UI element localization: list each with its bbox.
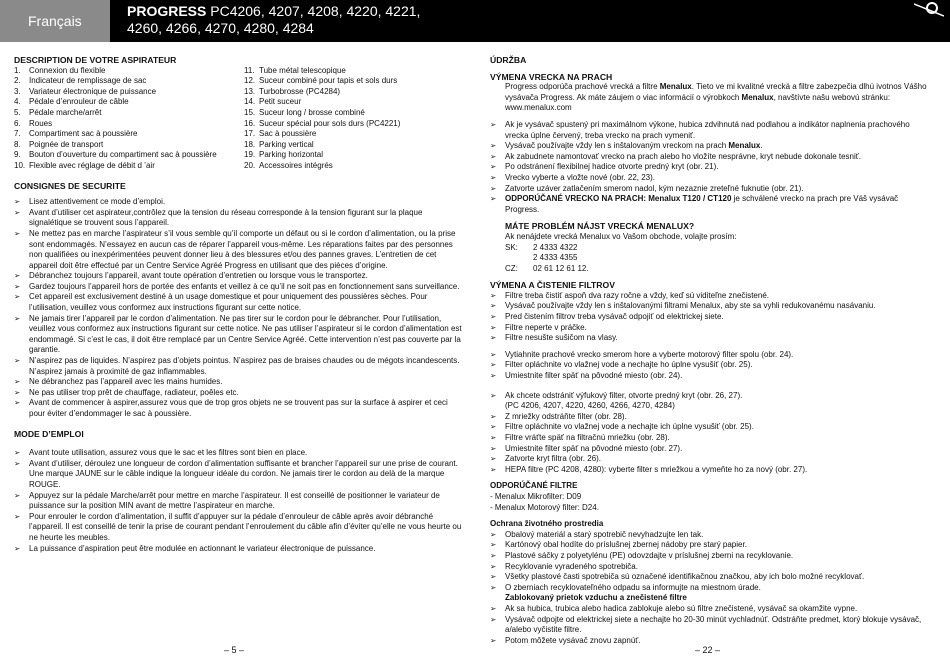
maintenance-title: ÚDRŽBA [490,55,527,65]
list-item: ➢ Filtre treba čistiť aspoň dva razy ročne a vždy, keď sú viditeľne znečistené. [490,291,930,302]
bag-step-text: Vysávač používajte vždy len s inštalovaným vreckom na prach [505,141,729,151]
parts-item-label: Tube métal telescopique [259,65,346,75]
parts-item-number: 18. [244,139,256,149]
parts-item [244,150,464,161]
description-title: DESCRIPTION DE VOTRE ASPIRATEUR [14,55,177,65]
parts-item [14,66,244,77]
parts-item-label: Suceur spécial pour sols durs (PC4221) [259,118,401,128]
list-item: ➢ Gardez toujours l’appareil hors de portée des enfants et veillez à ce qu’il ne soit pas en fonctionnement sans surveillance. [14,282,464,293]
list-item: ➢ Avant d’utiliser cet aspirateur,contrôlez que la tension du réseau corresponde à la tension figurant sur la plaque signalétique se trouvent sous l’appareil. [14,208,464,229]
phone-table [490,243,930,275]
parts-item [244,87,464,98]
parts-item [14,97,244,108]
bag-intro [490,82,930,114]
bag-intro-text-b: . Tieto ve mi kvalitné vrecká a filtre zabezpečia dlhú ivotnos Vášho vysávača Progress. Ak máte záujem o viac informácií o výrobkoch [505,82,927,102]
list-item: ➢ Débranchez toujours l’appareil, avant toute opération d’entretien ou lorsque vous le transportez. [14,271,464,282]
parts-item-label: Suceur long / brosse combiné [259,107,365,117]
parts-item-label: Turbobrosse (PC4284) [259,86,341,96]
list-item: ➢ Recyklovanie vyradeného spotrebiča. [490,562,930,573]
parts-item-label: Suceur combiné pour tapis et sols durs [259,76,398,86]
bag-step-text-end: . [760,141,763,151]
list-item: ➢ Filtre neperte v práčke. [490,323,930,334]
parts-item-number: 12. [244,76,256,86]
models-line-2: 4260, 4266, 4270, 4280, 4284 [127,20,314,36]
parts-item-label: Flexible avec réglage de débit d ’air [29,160,155,170]
parts-item [244,97,464,108]
parts-item-number: 15. [244,107,256,117]
brand-menalux: Menalux [741,92,774,102]
list-item: ➢ Pour enrouler le cordon d’alimentation, il suffit d’appuyer sur la pédale d’enrouleur de câble après avoir débranché l’appareil. Il est conseillé de tenir la prise de courant pendant l’enroulement du câble afin d’éviter qu’elle ne vous heurte ou ne heurte les meubles. [14,512,464,544]
parts-item [14,108,244,119]
list-item: ➢ Ak je vysávač spustený pri maximálnom výkone, hubica zdvihnutá nad podlahou a indikátor naplnenia prachového vrecka úplne červený, treba vrecko na prach vymeniť. [490,120,930,141]
safety-title: CONSIGNES DE SECURITE [14,180,126,191]
parts-item-label: Parking horizontal [259,150,324,160]
bag-steps [490,120,930,152]
recommended-filters [490,492,930,513]
list-item: ➢ Umiestnite filter späť na pôvodné miesto (obr. 27). [490,444,930,455]
parts-item-number: 1. [14,65,21,75]
page-number-right: – 22 – [695,645,721,655]
phone-number: 02 61 12 61 12. [533,263,589,273]
exhaust-filter-text: Ak chcete odstrániť výfukový filter, otvorte predný kryt (obr. 26, 27). [505,390,743,400]
list-item: ➢ Cet appareil est exclusivement destiné à un usage domestique et pour uniquement des poussières sèches. Pour l’utilisation, veuillez vous conformez aux instructions figurant sur cette notice. [14,292,464,313]
parts-item-label: Pédale marche/arrêt [29,107,102,117]
list-item: ➢ Obalový materiál a starý spotrebič nevyhadzujte len tak. [490,530,930,541]
parts-item [244,140,464,151]
parts-item-label: Variateur électronique de puissance [29,86,157,96]
parts-item [14,119,244,130]
airflow-list [490,604,930,646]
list-item: ➢ Vysávač odpojte od elektrickej siete a nechajte ho 20-30 minút vychladnúť. Odstráňte predmet, ktorý blokuje vysávač, a/alebo vyčistite filtre. [490,615,930,636]
mode-list [14,448,464,554]
bag-intro-text-c: , navštívte našu webovú stránku: www.menalux.com [505,92,891,113]
parts-item-number: 20. [244,160,256,170]
bag-intro-text-a: Progress odporúča prachové vrecká a filtre [505,82,660,92]
bag-recommendation [490,194,930,215]
right-page [490,55,930,646]
brand-menalux: Menalux [728,141,761,151]
parts-item-number: 6. [14,118,21,128]
parts-item-number: 10. [14,160,26,170]
list-item: ➢ HEPA filtre (PC 4208, 4280): vyberte filter s mriežkou a vymeňte ho za nový (obr. 27). [490,465,930,476]
page-header [0,0,950,48]
parts-item-number: 16. [244,118,256,128]
parts-item-number: 2. [14,76,21,86]
parts-item-label: Indicateur de remplissage de sac [29,76,147,86]
list-item: ➢ Avant d’utiliser, déroulez une longueur de cordon d’alimentation suffisante et brancher l’appareil sur une prise de courant. Une marque JAUNE sur le câble indique la longueur idéale du cordon. Ne jamais tirer le cordon au delà de la marque ROUGE. [14,459,464,491]
phone-country: CZ: [505,263,518,273]
list-item: ➢ Umiestnite filter späť na pôvodné miesto (obr. 24). [490,371,930,382]
parts-item-number: 9. [14,150,21,160]
brand-menalux: Menalux [659,82,692,92]
list-item: ➢ N’aspirez pas de liquides. N’aspirez pas d’objets pointus. N’aspirez pas de braises chaudes ou de mégots incandescents. N’aspirez jamais à proximité de gaz inflammables. [14,356,464,377]
list-item: ➢ Vysávač používajte vždy len s inštalovanými filtrami Menalux, aby ste sa vyhli redukovanému nasávaniu. [490,301,930,312]
recommended-filter: - Menalux Motorový filter: D24. [490,502,599,512]
parts-column-1 [14,66,244,172]
environment-title: Ochrana životného prostredia [490,519,604,529]
list-item: ➢ La puissance d’aspiration peut être modulée en actionnant le variateur électronique de puissance. [14,544,464,555]
parts-column-2 [244,66,464,172]
bag-title: VÝMENA VRECKA NA PRACH [490,71,613,82]
parts-item-number: 3. [14,86,21,96]
parts-item-number: 11. [244,65,255,75]
phone-row [505,264,930,275]
title-bar [110,0,950,42]
parts-item-number: 8. [14,139,21,149]
parts-item-label: Accessoires intégrés [259,160,333,170]
parts-item-label: Compartiment sac à poussière [29,129,138,139]
list-item: ➢ Ak sa hubica, trubica alebo hadica zablokuje alebo sú filtre znečistené, vysávač sa okamžite vypne. [490,604,930,615]
list-item: ➢ Appuyez sur la pédale Marche/arrêt pour mettre en marche l’aspirateur. Il est conseillé de positionner le variateur de puissance sur la position MIN avant de mettre l’aspirateur en marche. [14,491,464,512]
parts-list [14,66,464,172]
filter-list-b [490,350,930,382]
list-item: ➢ Pred čistením filtrov treba vysávač odpojiť od elektrickej siete. [490,312,930,323]
parts-item [244,129,464,140]
recommended-bag: ODPORÚČANÉ VRECKO NA PRACH: Menalux T120 / CT120 [505,194,732,204]
list-item: ➢ Z mriežky odstráňte filter (obr. 28). [490,412,930,423]
list-item: ➢ Avant toute utilisation, assurez vous que le sac et les filtres sont bien en place. [14,448,464,459]
list-item: ➢ Po odstránení flexibilnej hadice otvorte predný kryt (obr. 21). [490,162,930,173]
parts-item [14,150,244,161]
parts-item [14,87,244,98]
list-item: ➢ Zatvorte kryt filtra (obr. 26). [490,454,930,465]
recommended-filter: - Menalux Mikrofilter: D09 [490,491,582,501]
parts-item [244,108,464,119]
parts-item-number: 13. [244,86,256,96]
list-item: ➢ O zberniach recyklovateľného odpadu sa informujte na miestnom úrade. [490,583,930,594]
parts-item-label: Poignée de transport [29,139,104,149]
list-item: ➢ Vytiahnite prachové vrecko smerom hore a vyberte motorový filter spolu (obr. 24). [490,350,930,361]
list-item: ➢ Ne débranchez pas l’appareil avec les mains humides. [14,377,464,388]
airflow-title: Zablokovaný prietok vzduchu a znečistené filtre [505,593,687,603]
parts-item [244,119,464,130]
parts-item-number: 17. [244,129,256,139]
safety-list [14,197,464,419]
parts-item-number: 4. [14,97,21,107]
filter-title: VÝMENA A ČISTENIE FILTROV [490,280,615,291]
parts-item [244,161,464,172]
list-item: ➢ Filter opláchnite vo vlažnej vode a nechajte ho úplne vysušiť (obr. 25). [490,360,930,371]
brand-logo-icon [914,2,944,18]
parts-item-number: 5. [14,107,21,117]
list-item: ➢ Avant de commencer à aspirer,assurez vous que de trop gros objets ne se trouvent pas sur la surface à aspirer et ceci pour éviter d’endommager le sac à poussière. [14,398,464,419]
exhaust-filter-models: (PC 4206, 4207, 4220, 4260, 4266, 4270, 4284) [505,401,675,411]
parts-item-label: Roues [29,118,53,128]
list-item: ➢ Zatvorte uzáver zatlačením smerom nadol, kým nezaznie zreteľné fuknutie (obr. 21). [490,184,930,195]
parts-item-label: Connexion du flexible [29,65,106,75]
parts-item-label: Bouton d’ouverture du compartiment sac à poussière [29,150,217,160]
recommended-bag-text: je schválené vrecko na prach pre Váš vysávač Progress. [505,194,899,214]
list-item [490,141,930,152]
list-item: ➢ Potom môžete vysávač znovu zapnúť. [490,636,930,647]
phone-row [505,243,930,254]
language-tab: Français [0,0,110,42]
where-text: Ak nenájdete vrecká Menalux vo Vašom obchode, volajte prosím: [505,231,737,241]
phone-country [505,253,533,264]
left-page [14,55,464,554]
parts-item [14,129,244,140]
phone-row [505,253,930,264]
recommended-filters-title: ODPORÚČANÉ FILTRE [490,481,578,491]
parts-item [244,76,464,87]
list-item: ➢ Ak zabudnete namontovať vrecko na prach alebo ho vložíte nesprávne, kryt nebude dokonale tesniť. [490,152,930,163]
list-item: ➢ Vrecko vyberte a vložte nové (obr. 22, 23). [490,173,930,184]
list-item [490,391,930,412]
filter-list-a [490,291,930,344]
parts-item-label: Petit suceur [259,97,302,107]
phone-country: SK: [505,242,518,252]
where-title: MÁTE PROBLÉM NÁJST VRECKÁ MENALUX? [505,221,695,232]
parts-item [14,76,244,87]
list-item: ➢ Všetky plastové časti spotrebiča sú označené identifikačnou značkou, aby ich bolo možné recyklovať. [490,572,930,583]
parts-item [244,66,464,77]
parts-item [14,161,244,172]
filter-list-c [490,412,930,476]
parts-item-number: 14. [244,97,256,107]
phone-number: 2 4333 4322 [533,242,578,252]
list-item: ➢ Plastové sáčky z polyetylénu (PE) odovzdajte v príslušnej zberni na recyklovanie. [490,551,930,562]
list-item: ➢ Ne pas utiliser trop prêt de chauffage, radiateur, poêles etc. [14,388,464,399]
list-item: ➢ Filtre nesušte sušičom na vlasy. [490,333,930,344]
phone-number: 2 4333 4355 [533,253,578,263]
filter-list-c-head [490,391,930,412]
list-item [490,194,930,215]
parts-item-label: Sac à poussière [259,129,317,139]
list-item: ➢ Filtre vráťte späť na filtračnú mriežku (obr. 28). [490,433,930,444]
parts-item-label: Parking vertical [259,139,314,149]
environment-list [490,530,930,594]
models-line-1: PC4206, 4207, 4208, 4220, 4221, [210,3,421,19]
page-number-left: – 5 – [224,645,245,655]
list-item: ➢ Ne mettez pas en marche l’aspirateur s’il vous semble qu’il comporte un défaut ou si le cordon d’alimentation, ou la prise sont endommagés. N’essayez en aucun cas de réparer l’appareil vous-même. Les réparations faites par des personnes non qualifiées ou inexpérimentées peuvent donner lieu à des blessures et/ou des pannes graves. L’entretien de cet appareil doit être effectué par un Centre Service Agréé Progress en utilisant que des pièces d’origine. [14,229,464,271]
brand-name: PROGRESS [127,3,207,19]
list-item: ➢ Ne jamais tirer l’appareil par le cordon d’alimentation. Ne pas tirer sur le cordon pour le débrancher. Pour l’utilisation, veuillez vous conformez aux instructions figurant sur cette notice. Ne pas utiliser l’aspirateur si le cordon d’alimentation est endommagé. Si c’est le cas, il doit être remplacé par un Centre Service Agréé. Cette intervention n’est pas couverte par la garantie. [14,314,464,356]
parts-item-number: 7. [14,129,21,139]
list-item: ➢ Lisez attentivement ce mode d’emploi. [14,197,464,208]
list-item: ➢ Filtre opláchnite vo vlažnej vode a nechajte ich úplne vysušiť (obr. 25). [490,422,930,433]
bag-steps-cont [490,152,930,194]
parts-item-number: 19. [244,150,256,160]
mode-title: MODE D’EMPLOI [14,428,84,439]
list-item: ➢ Kartónový obal hodíte do príslušnej zbernej nádoby pre starý papier. [490,540,930,551]
parts-item [14,140,244,151]
parts-item-label: Pédale d’enrouleur de câble [29,97,129,107]
